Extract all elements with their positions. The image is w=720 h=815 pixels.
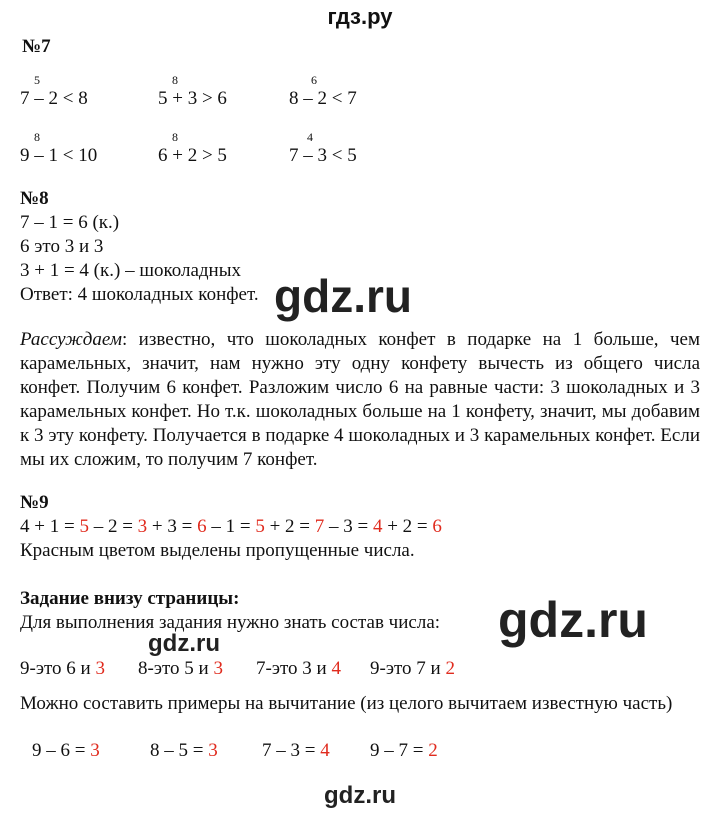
subtraction-item bbox=[262, 740, 330, 762]
watermark: gdz.ru bbox=[498, 592, 648, 648]
task7-expression: 6 + 2 > 5 bbox=[158, 145, 227, 166]
chain-answer: 5 bbox=[255, 516, 265, 537]
subtraction-text: 7 – 3 = bbox=[262, 740, 321, 761]
subtraction-item bbox=[150, 740, 218, 762]
task8-reasoning bbox=[20, 328, 700, 472]
composition-text: 9-это 7 и bbox=[370, 658, 446, 679]
task9-title: №9 bbox=[20, 492, 49, 513]
subtraction-text: 9 – 6 = bbox=[32, 740, 91, 761]
bottom-task-intro: Для выполнения задания нужно знать состав числа: bbox=[20, 612, 441, 633]
task7-sup: 5 bbox=[34, 73, 40, 87]
chain-answer: 7 bbox=[314, 516, 325, 537]
watermark-footer: gdz.ru bbox=[324, 782, 396, 809]
composition-text: 7-это 3 и bbox=[256, 658, 332, 679]
composition-item bbox=[138, 658, 223, 680]
task9-chain bbox=[20, 516, 442, 538]
chain-part: + 2 = bbox=[382, 516, 433, 537]
task8-line: 6 это 3 и 3 bbox=[20, 236, 104, 257]
task7-sup: 8 bbox=[172, 130, 178, 144]
chain-part: + 2 = bbox=[264, 516, 315, 537]
subtraction-intro: Можно составить примеры на вычитание (из целого вычитаем известную часть) bbox=[20, 693, 673, 714]
composition-item bbox=[20, 658, 105, 680]
chain-part: – 1 = bbox=[206, 516, 256, 537]
composition-answer: 4 bbox=[331, 658, 341, 679]
task7-sup: 8 bbox=[34, 130, 40, 144]
composition-answer: 3 bbox=[213, 658, 223, 679]
subtraction-answer: 4 bbox=[320, 740, 330, 761]
reason-label: Рассуждаем bbox=[20, 329, 122, 350]
bottom-task-title: Задание внизу страницы: bbox=[20, 588, 240, 609]
subtraction-answer: 3 bbox=[90, 740, 100, 761]
task7-expression: 7 – 3 < 5 bbox=[289, 145, 357, 166]
subtraction-item bbox=[32, 740, 100, 762]
task8-title: №8 bbox=[20, 188, 49, 209]
composition-text: 9-это 6 и bbox=[20, 658, 96, 679]
site-header: гдз.ру bbox=[327, 4, 393, 29]
subtraction-text: 9 – 7 = bbox=[370, 740, 429, 761]
reason-text: : известно, что шоколадных конфет в подарке на 1 больше, чем карамельных, значит, нам нужно эту одну конфету вычесть из общего числа конфет. Получим 6 конфет. Разложим число 6 на равные части: 3 шоколадных и 3 карамельных конфет. Но т.к. шоколадных больше на 1 конфету, значит, мы добавим к 3 эту конфету. Получается в подарке 4 шоколадных и 3 карамельных конфет. Если мы их сложим, то получим 7 конфет. bbox=[20, 329, 700, 470]
composition-item bbox=[370, 658, 455, 680]
watermark: gdz.ru bbox=[274, 270, 412, 322]
task8-line: 7 – 1 = 6 (к.) bbox=[20, 212, 120, 233]
composition-item bbox=[256, 658, 341, 680]
task8-line: 3 + 1 = 4 (к.) – шоколадных bbox=[20, 260, 241, 281]
task7-expression: 9 – 1 < 10 bbox=[20, 145, 98, 166]
chain-part: 4 + 1 = bbox=[20, 516, 80, 537]
composition-answer: 2 bbox=[445, 658, 455, 679]
chain-answer: 6 bbox=[197, 516, 207, 537]
task8-answer: Ответ: 4 шоколадных конфет. bbox=[20, 284, 259, 305]
composition-text: 8-это 5 и bbox=[138, 658, 214, 679]
task7-sup: 4 bbox=[307, 130, 313, 144]
chain-part: – 3 = bbox=[324, 516, 373, 537]
task7-sup: 6 bbox=[311, 73, 317, 87]
task7-expression: 7 – 2 < 8 bbox=[20, 88, 88, 109]
watermark: gdz.ru bbox=[148, 630, 220, 657]
chain-answer: 6 bbox=[432, 516, 442, 537]
subtraction-text: 8 – 5 = bbox=[150, 740, 209, 761]
chain-answer: 4 bbox=[372, 516, 383, 537]
chain-part: + 3 = bbox=[147, 516, 198, 537]
task7-expression: 5 + 3 > 6 bbox=[158, 88, 227, 109]
task7-title: №7 bbox=[22, 36, 51, 57]
chain-answer: 3 bbox=[137, 516, 148, 537]
subtraction-answer: 3 bbox=[208, 740, 218, 761]
composition-answer: 3 bbox=[95, 658, 105, 679]
chain-answer: 5 bbox=[79, 516, 89, 537]
task7-sup: 8 bbox=[172, 73, 178, 87]
task9-note: Красным цветом выделены пропущенные числа. bbox=[20, 540, 415, 561]
subtraction-answer: 2 bbox=[428, 740, 438, 761]
task7-expression: 8 – 2 < 7 bbox=[289, 88, 357, 109]
chain-part: – 2 = bbox=[88, 516, 138, 537]
subtraction-item bbox=[370, 740, 438, 762]
